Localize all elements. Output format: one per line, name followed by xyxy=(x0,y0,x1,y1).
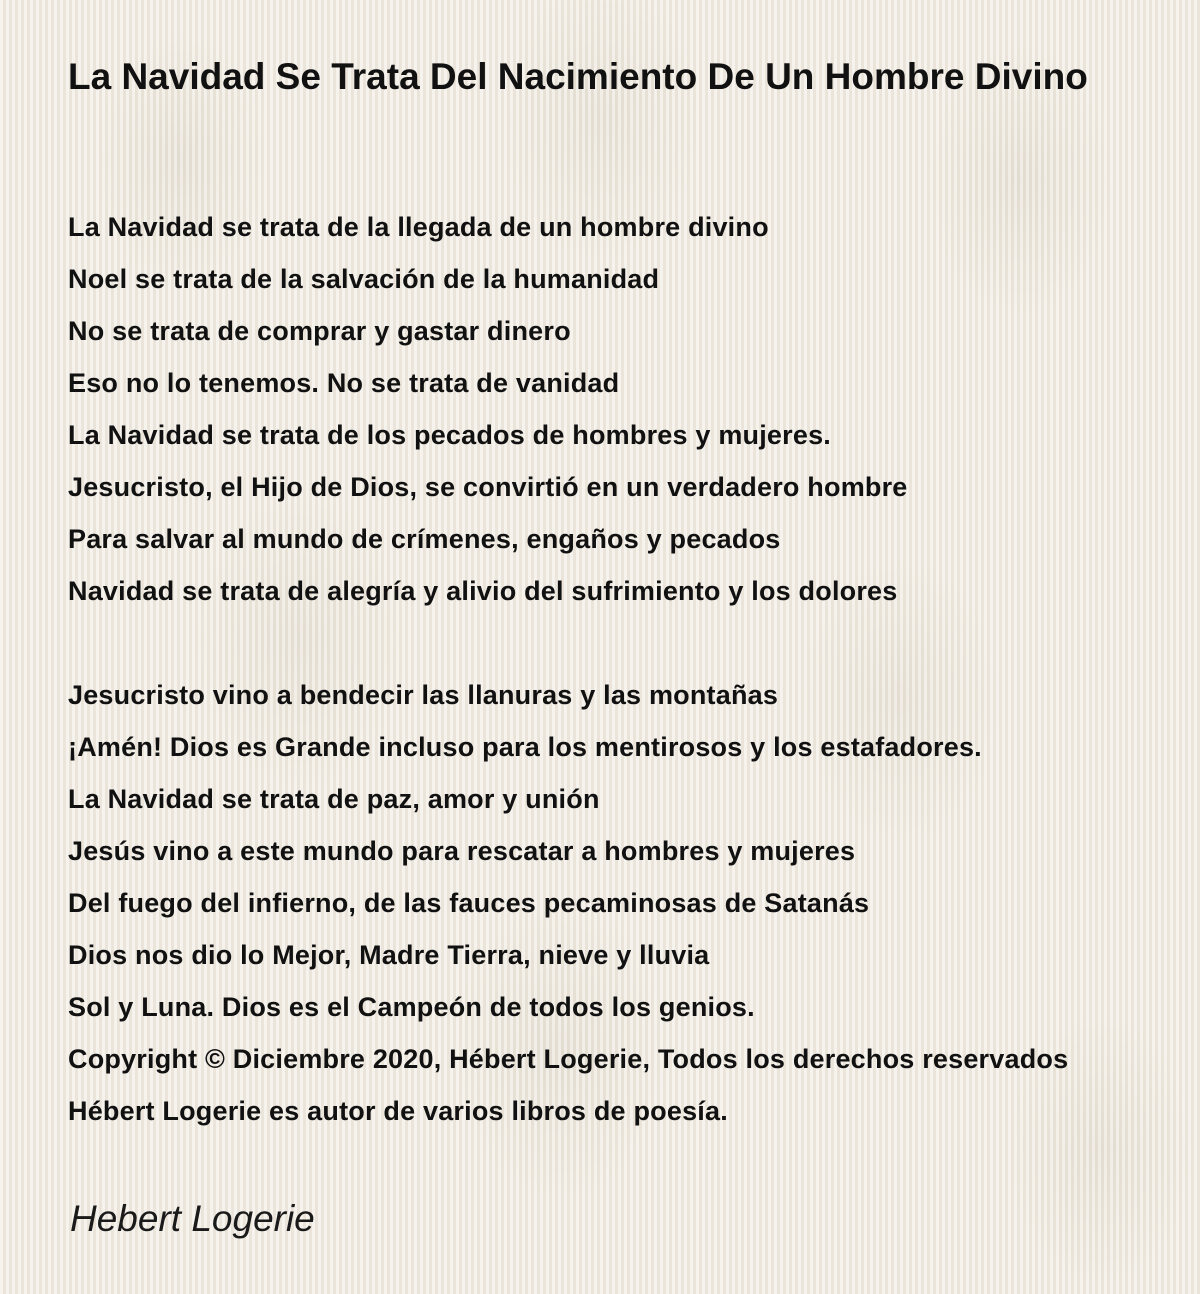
poem-author: Hebert Logerie xyxy=(70,1198,315,1239)
poem-page xyxy=(68,0,1200,1294)
copyright-line: Copyright © Diciembre 2020, Hébert Logerie, Todos los derechos reservados xyxy=(68,1044,1069,1074)
poem-line: La Navidad se trata de paz, amor y unión xyxy=(68,784,600,814)
poem-line: Jesucristo, el Hijo de Dios, se convirtió en un verdadero hombre xyxy=(68,472,908,502)
poem-line: No se trata de comprar y gastar dinero xyxy=(68,316,571,346)
poem-body xyxy=(68,201,1200,1137)
poem-line: La Navidad se trata de los pecados de hombres y mujeres. xyxy=(68,420,831,450)
stanza-divider xyxy=(68,617,1200,669)
poem-line: La Navidad se trata de la llegada de un hombre divino xyxy=(68,212,769,242)
poem-line: Eso no lo tenemos. No se trata de vanidad xyxy=(68,368,620,398)
poem-stanza xyxy=(68,201,1200,617)
poem-title: La Navidad Se Trata Del Nacimiento De Un Hombre Divino xyxy=(68,56,1088,97)
poem-line: ¡Amén! Dios es Grande incluso para los mentirosos y los estafadores. xyxy=(68,732,982,762)
poem-line: Sol y Luna. Dios es el Campeón de todos los genios. xyxy=(68,992,755,1022)
poem-line: Dios nos dio lo Mejor, Madre Tierra, nieve y lluvia xyxy=(68,940,710,970)
poem-line: Del fuego del infierno, de las fauces pecaminosas de Satanás xyxy=(68,888,870,918)
poem-line: Jesús vino a este mundo para rescatar a hombres y mujeres xyxy=(68,836,856,866)
poem-line: Para salvar al mundo de crímenes, engaños y pecados xyxy=(68,524,781,554)
poem-line: Jesucristo vino a bendecir las llanuras y las montañas xyxy=(68,680,779,710)
poem-line: Navidad se trata de alegría y alivio del sufrimiento y los dolores xyxy=(68,576,898,606)
poem-stanza xyxy=(68,669,1200,1137)
poem-line: Hébert Logerie es autor de varios libros de poesía. xyxy=(68,1096,728,1126)
poem-line: Noel se trata de la salvación de la humanidad xyxy=(68,264,660,294)
